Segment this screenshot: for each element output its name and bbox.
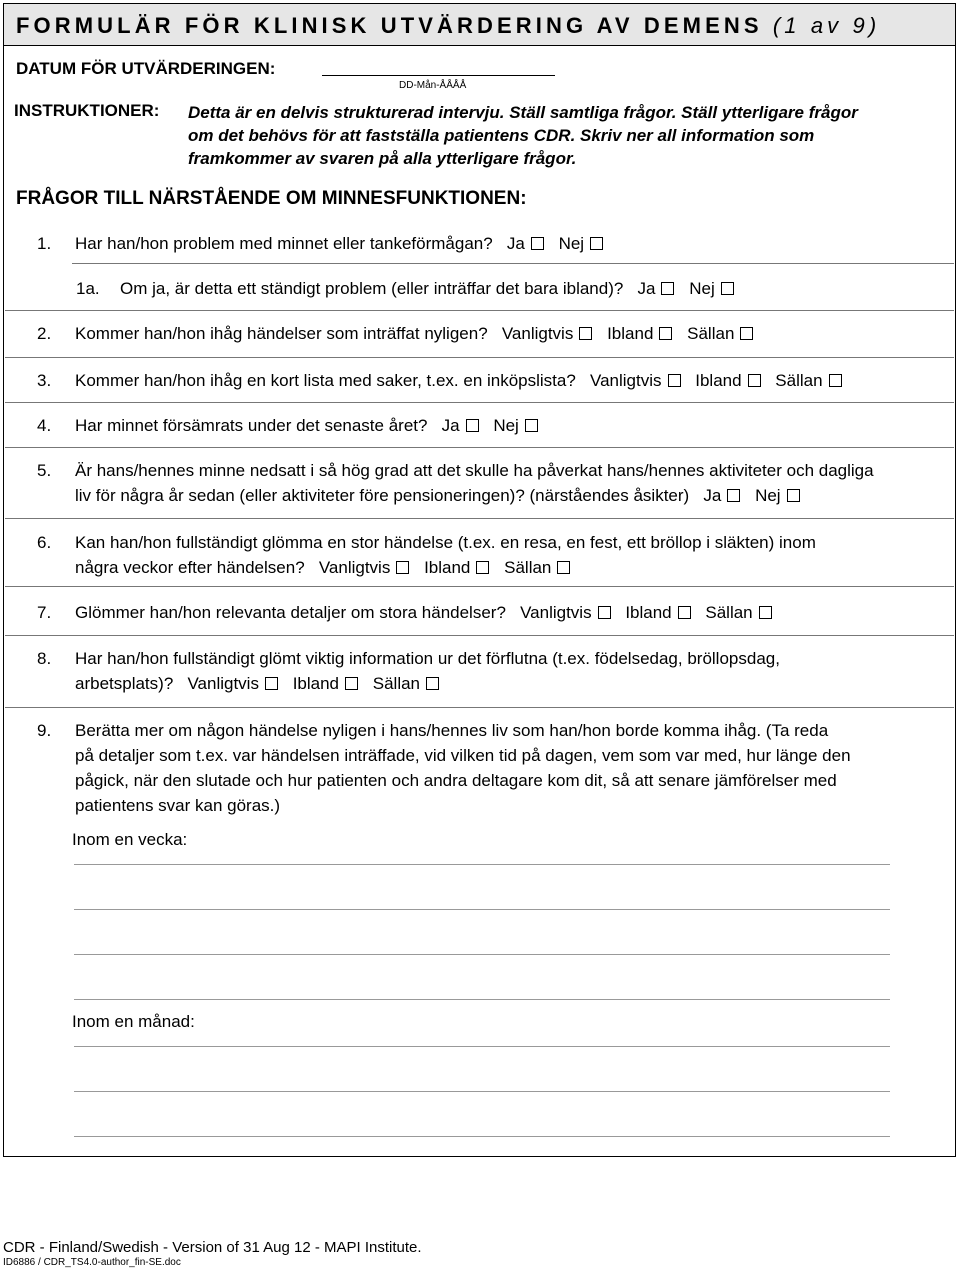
divider <box>5 402 954 403</box>
divider <box>5 707 954 708</box>
date-label: DATUM FÖR UTVÄRDERINGEN: <box>16 59 276 78</box>
instructions-text <box>188 101 858 170</box>
option-label: Ibland <box>607 324 654 343</box>
q8-text-line2: arbetsplats)? <box>75 674 174 693</box>
instructions-line: Detta är en delvis strukturerad intervju. Ställ samtliga frågor. Ställ ytterligare frågor <box>188 103 858 122</box>
q9-text-line: pågick, när den slutade och hur patienten och andra deltagare kom dit, så att senare jämförelser med <box>75 771 837 790</box>
q9-number: 9. <box>37 721 52 740</box>
q7-sallan-checkbox[interactable] <box>759 606 772 619</box>
option-label: Vanligtvis <box>520 603 592 622</box>
q9-text-line: på detaljer som t.ex. var händelsen inträffade, vid vilken tid på dagen, vem som var med, hur länge den <box>75 746 851 765</box>
option-label: Vanligtvis <box>318 558 391 577</box>
title-bar <box>4 4 955 46</box>
q1a-ja-checkbox[interactable] <box>661 282 674 295</box>
option-label: Ja <box>637 279 656 298</box>
option-label: Ja <box>441 416 460 435</box>
divider <box>72 263 954 264</box>
divider <box>5 635 954 636</box>
q9-text-line: Berätta mer om någon händelse nyligen i hans/hennes liv som han/hon borde komma ihåg. (Ta reda <box>75 721 829 740</box>
divider <box>5 586 954 587</box>
q5-text-line1: Är hans/hennes minne nedsatt i så hög grad att det skulle ha påverkat hans/hennes aktiviteter och dagliga <box>75 461 874 480</box>
q1a-nej-checkbox[interactable] <box>721 282 734 295</box>
option-label: Nej <box>689 279 715 298</box>
q1a <box>120 276 744 301</box>
option-label: Vanligtvis <box>501 324 574 343</box>
q8-vanligtvis-checkbox[interactable] <box>265 677 278 690</box>
option-label: Ja <box>703 486 722 505</box>
q1 <box>75 231 613 256</box>
q4-nej-checkbox[interactable] <box>525 419 538 432</box>
q6-text-line1: Kan han/hon fullständigt glömma en stor händelse (t.ex. en resa, en fest, ett bröllop i släkten) inom <box>75 533 816 552</box>
q8-ibland-checkbox[interactable] <box>345 677 358 690</box>
week-answer-line-2[interactable] <box>74 909 890 910</box>
q7 <box>75 600 782 625</box>
q6-vanligtvis-checkbox[interactable] <box>396 561 409 574</box>
instructions-label: INSTRUKTIONER: <box>14 101 160 120</box>
q3-text: Kommer han/hon ihåg en kort lista med saker, t.ex. en inköpslista? <box>75 371 576 390</box>
q8-sallan-checkbox[interactable] <box>426 677 439 690</box>
option-label: Ja <box>506 234 525 253</box>
option-label: Sällan <box>775 371 823 390</box>
option-label: Ibland <box>695 371 742 390</box>
option-label: Ibland <box>292 674 340 693</box>
q2-number: 2. <box>37 324 52 343</box>
q8 <box>75 646 780 696</box>
q5-ja-checkbox[interactable] <box>727 489 740 502</box>
q6-sallan-checkbox[interactable] <box>557 561 570 574</box>
option-label: Vanligtvis <box>590 371 662 390</box>
q7-text: Glömmer han/hon relevanta detaljer om stora händelser? <box>75 603 506 622</box>
q3 <box>75 368 852 393</box>
form-title: FORMULÄR FÖR KLINISK UTVÄRDERING AV DEMENS (1 av 9) <box>16 13 881 38</box>
week-label: Inom en vecka: <box>72 830 188 849</box>
form-page <box>3 3 956 1157</box>
q5-text-line2: liv för några år sedan (eller aktiviteter före pensioneringen)? (närståendes åsikter) <box>75 486 690 505</box>
week-answer-line-4[interactable] <box>74 999 890 1000</box>
q3-sallan-checkbox[interactable] <box>829 374 842 387</box>
q7-ibland-checkbox[interactable] <box>678 606 691 619</box>
week-answer-line-1[interactable] <box>74 864 890 865</box>
option-label: Sällan <box>705 603 753 622</box>
instructions-line: om det behövs för att fastställa patientens CDR. Skriv ner all information som <box>188 126 815 145</box>
divider <box>5 357 954 358</box>
month-answer-line-1[interactable] <box>74 1046 890 1047</box>
q1a-text: Om ja, är detta ett ständigt problem (eller inträffar det bara ibland)? <box>120 279 624 298</box>
q9-text-line: patientens svar kan göras.) <box>75 796 281 815</box>
option-label: Ibland <box>424 558 471 577</box>
q4 <box>75 413 548 438</box>
q6 <box>75 530 816 580</box>
divider <box>5 447 954 448</box>
q1a-number: 1a. <box>76 279 100 298</box>
q2 <box>75 321 763 346</box>
q2-text: Kommer han/hon ihåg händelser som inträffat nyligen? <box>75 324 488 343</box>
q8-text-line1: Har han/hon fullständigt glömt viktig information ur det förflutna (t.ex. födelsedag, bröllopsdag, <box>75 649 780 668</box>
q5-nej-checkbox[interactable] <box>787 489 800 502</box>
q6-line2 <box>75 555 816 580</box>
option-label: Sällan <box>504 558 552 577</box>
q1-text: Har han/hon problem med minnet eller tankeförmågan? <box>75 234 493 253</box>
option-label: Ibland <box>625 603 672 622</box>
q4-ja-checkbox[interactable] <box>466 419 479 432</box>
q1-ja-checkbox[interactable] <box>531 237 544 250</box>
instructions-line: framkommer av svaren på alla ytterligare frågor. <box>188 149 577 168</box>
section-title: FRÅGOR TILL NÄRSTÅENDE OM MINNESFUNKTIONEN: <box>16 188 527 209</box>
date-format-hint: DD-Mån-ÅÅÅÅ <box>399 80 467 91</box>
q7-number: 7. <box>37 603 52 622</box>
q4-text: Har minnet försämrats under det senaste året? <box>75 416 428 435</box>
week-answer-line-3[interactable] <box>74 954 890 955</box>
q8-number: 8. <box>37 649 52 668</box>
q5-number: 5. <box>37 461 52 480</box>
option-label: Sällan <box>372 674 421 693</box>
option-label: Nej <box>493 416 519 435</box>
q5-line2 <box>75 483 874 508</box>
q6-text-line2: några veckor efter händelsen? <box>75 558 305 577</box>
q2-sallan-checkbox[interactable] <box>740 327 753 340</box>
q9 <box>75 718 851 818</box>
q8-line2 <box>75 671 780 696</box>
option-label: Nej <box>755 486 781 505</box>
q6-ibland-checkbox[interactable] <box>476 561 489 574</box>
q3-vanligtvis-checkbox[interactable] <box>668 374 681 387</box>
q7-vanligtvis-checkbox[interactable] <box>598 606 611 619</box>
q2-ibland-checkbox[interactable] <box>659 327 672 340</box>
option-label: Nej <box>558 234 585 253</box>
q1-nej-checkbox[interactable] <box>590 237 603 250</box>
q4-number: 4. <box>37 416 52 435</box>
q1-number: 1. <box>37 234 52 253</box>
page-indicator: (1 av 9) <box>772 13 881 38</box>
month-answer-line-2[interactable] <box>74 1091 890 1092</box>
q3-number: 3. <box>37 371 52 390</box>
q6-number: 6. <box>37 533 52 552</box>
option-label: Sällan <box>687 324 735 343</box>
divider <box>5 518 954 519</box>
q3-ibland-checkbox[interactable] <box>748 374 761 387</box>
month-label: Inom en månad: <box>72 1012 195 1031</box>
q2-vanligtvis-checkbox[interactable] <box>579 327 592 340</box>
month-answer-line-3[interactable] <box>74 1136 890 1137</box>
footer-version: CDR - Finland/Swedish - Version of 31 Aug 12 - MAPI Institute. <box>3 1239 422 1256</box>
footer-doc-id: ID6886 / CDR_TS4.0-author_fin-SE.doc <box>3 1257 181 1268</box>
date-field[interactable] <box>322 75 555 76</box>
option-label: Vanligtvis <box>187 674 259 693</box>
divider <box>5 310 954 311</box>
q5 <box>75 458 874 508</box>
